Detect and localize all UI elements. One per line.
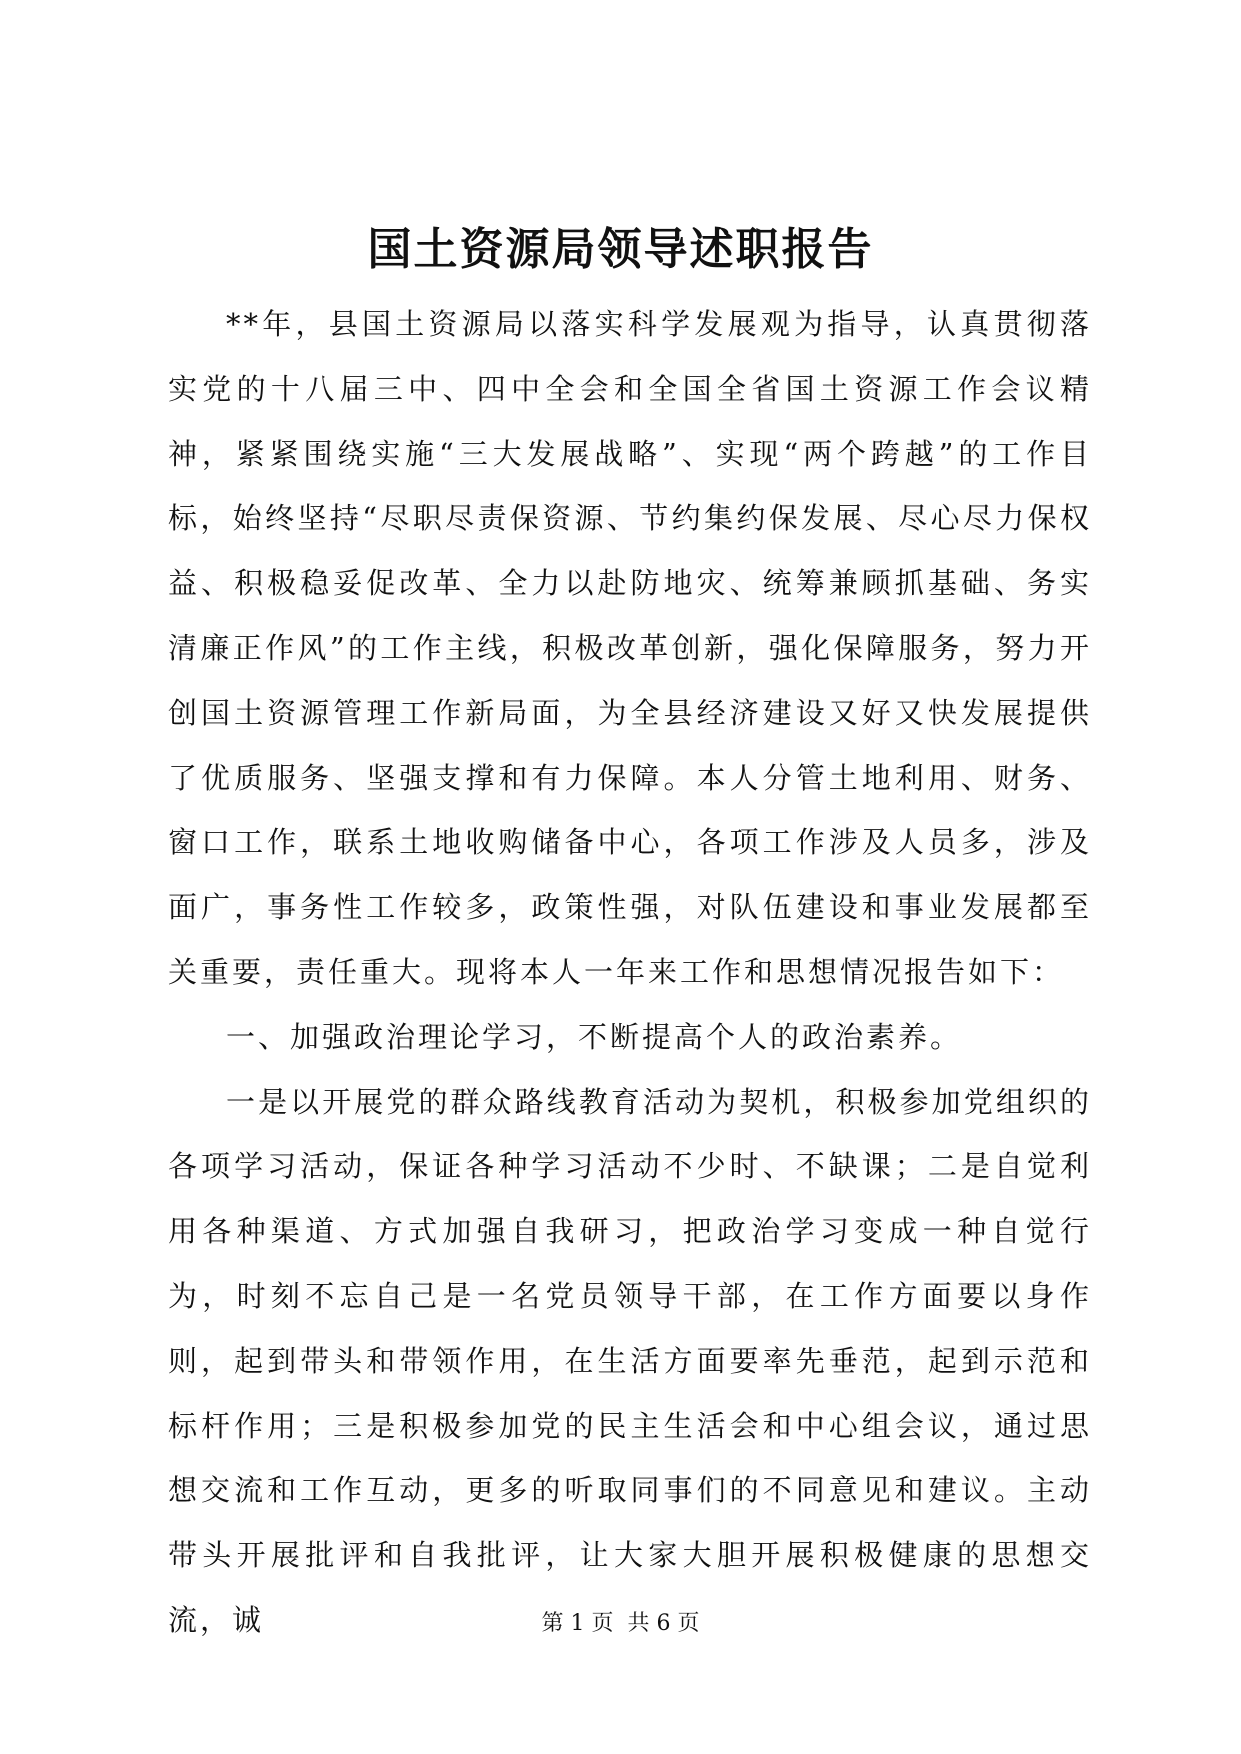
paragraph-intro: **年，县国土资源局以落实科学发展观为指导，认真贯彻落实党的十八届三中、四中全会和全国全省国土资源工作会议精神，紧紧围绕实施“三大发展战略”、实现“两个跨越”的工作目标，始终坚持“尽职尽责保资源、节约集约保发展、尽心尽力保权益、积极稳妥促改革、全力以赴防地灾、统筹兼顾抓基础、务实清廉正作风”的工作主线，积极改革创新，强化保障服务，努力开创国土资源管理工作新局面，为全县经济建设又好又快发展提供了优质服务、坚强支撑和有力保障。本人分管土地利用、财务、窗口工作，联系土地收购储备中心，各项工作涉及人员多，涉及面广，事务性工作较多，政策性强，对队伍建设和事业发展都至关重要，责任重大。现将本人一年来工作和思想情况报告如下： [168, 307, 1092, 989]
document-body [168, 292, 1092, 1653]
page-number-footer [0, 1609, 1241, 1639]
paragraph-study: 一是以开展党的群众路线教育活动为契机，积极参加党组织的各项学习活动，保证各种学习活动不少时、不缺课；二是自觉利用各种渠道、方式加强自我研习，把政治学习变成一种自觉行为，时刻不忘自己是一名党员领导干部，在工作方面要以身作则，起到带头和带领作用，在生活方面要率先垂范，起到示范和标杆作用；三是积极参加党的民主生活会和中心组会议，通过思想交流和工作互动，更多的听取同事们的不同意见和建议。主动带头开展批评和自我批评，让大家大胆开展积极健康的思想交流，诚 [168, 1084, 1092, 1637]
document-title: 国土资源局领导述职报告 [367, 224, 874, 275]
page-number-text: 第 1 页 共 6 页 [541, 1611, 700, 1636]
paragraph-section-heading: 一、加强政治理论学习，不断提高个人的政治素养。 [226, 1019, 963, 1054]
